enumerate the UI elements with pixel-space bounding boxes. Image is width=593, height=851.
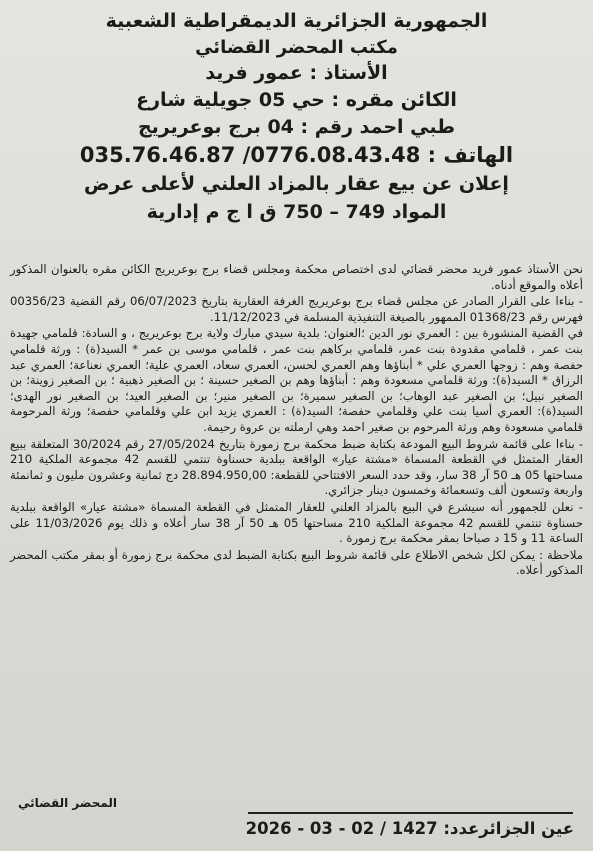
footer-divider [248, 812, 573, 814]
bailiff-name: الأستاذ : عمور فريد [205, 62, 388, 84]
republic-heading: الجمهورية الجزائرية الديمقراطية الشعبية [105, 10, 488, 32]
office-address-line-2: طبي احمد رقم : 04 برج بوعريريج [137, 116, 456, 138]
office-address-line-1: الكائن مقره : حي 05 جويلية شارع [136, 89, 457, 111]
intro-paragraph: نحن الأستاذ عمور فريد محضر قضائي لدى اختصاص محكمة ومجلس قضاء برج بوعريريج الكائن مقره بالعنوان المذكور أعلاه والموقع أدناه. [10, 262, 583, 292]
parties-paragraph: في القضية المنشورة بين : العمري نور الدين ؛العنوان: بلدية سيدي مبارك ولاية برج بوعريريج ، و السادة: قلمامي جهيدة بنت عمر ، قلمامي مقدودة بنت عمر، قلمامي بركاهم بنت عمر ، قلمامي موسى بن عمر * السيد(ة) : ورثة قلمامي حفصة وهم : زوجها العمري علي * أبناؤها وهم العمري لحسن، العمري سعاد، العمري علية؛ العمري نعناعة؛ العمري عبد الرزاق * السيد(ة): ورثة قلمامي مسعودة وهم : أبناؤها وهم بن الصغير حسينة ؛ بن الصغير ذهبية ؛ بن الصغير زوينة؛ بن الصغير نبيل؛ بن الصغير عبد الوهاب؛ بن الصغير سميرة؛ بن الصغير منير؛ بن الصغير العيد؛ بن الصغير نور الهدى؛ السيد(ة): العمري أسيا بنت علي وقلمامي حفصة؛ السيد(ة) : العمري يزيد ابن علي وقلمامي حفصة؛ ورثة المرحومة قلمامي مسعودة وهم ورثة المرحوم بن صغير احمد وهي ارملته بن عروة رحيمة. [10, 326, 583, 434]
office-phone: الهاتف : 0776.08.43.48/ 035.76.46.87 [79, 143, 514, 167]
note-paragraph: ملاحظة : يمكن لكل شخص الاطلاع على قائمة شروط البيع بكتابة الضبط لدى محكمة برج زمورة أو بمقر مكتب المحضر المذكور أعلاه. [10, 547, 583, 578]
legal-articles: المواد 749 – 750 ق ا ج م إدارية [146, 201, 447, 223]
sale-conditions-paragraph: - بناءا على قائمة شروط البيع المودعة بكتابة ضبط محكمة برج زمورة بتاريخ 27/05/2024 رقم 30/2024 المتعلقة ببيع العقار المتمثل في القطعة المسماة «مشتة عيار» الواقعة ببلدية حسناوة تنتمي للقسم 42 مجموعة الملكية 210 مساحتها 05 هـ 50 آر 38 سار، وقد حدد السعر الافتتاحي للقطعة: 28.894.950,00 دج ثمانية وعشرون مليون و ثمانمئة واربعة وتسعون ألف وتسعمائة وخمسون دينار جزائري. [10, 436, 583, 498]
auction-announcement-paragraph: - نعلن للجمهور أنه سيشرع في البيع بالمزاد العلني للعقار المتمثل في القطعة المسماة «مشتة عيار» الواقعة ببلدية حسناوة تنتمي للقسم 42 مجموعة الملكية 210 مساحتها 05 هـ 50 آر 38 سار أعلاه و ذلك يوم 11/03/2026 على الساعة 11 و 15 د صباحا بمقر محكمة برج زمورة . [10, 499, 583, 546]
issue-footer: عين الجزائرعدد: 1427 / 02 - 03 - 2026 [245, 819, 574, 838]
office-heading: مكتب المحضر القضائي [195, 37, 398, 58]
announcement-title: إعلان عن بيع عقار بالمزاد العلني لأعلى عرض [84, 173, 509, 195]
notice-body [10, 262, 583, 579]
notice-header [20, 8, 573, 226]
signature: المحضر القضائي [18, 796, 118, 810]
court-decision-paragraph: - بناءا على القرار الصادر عن مجلس قضاء برج بوعريريج الغرفة العقارية بتاريخ 06/07/2023 رقم القضية 00356/23 فهرس رقم 01368/23 الممهور بالصيغة التنفيذية المسلمة في 11/12/2023. [10, 294, 583, 324]
